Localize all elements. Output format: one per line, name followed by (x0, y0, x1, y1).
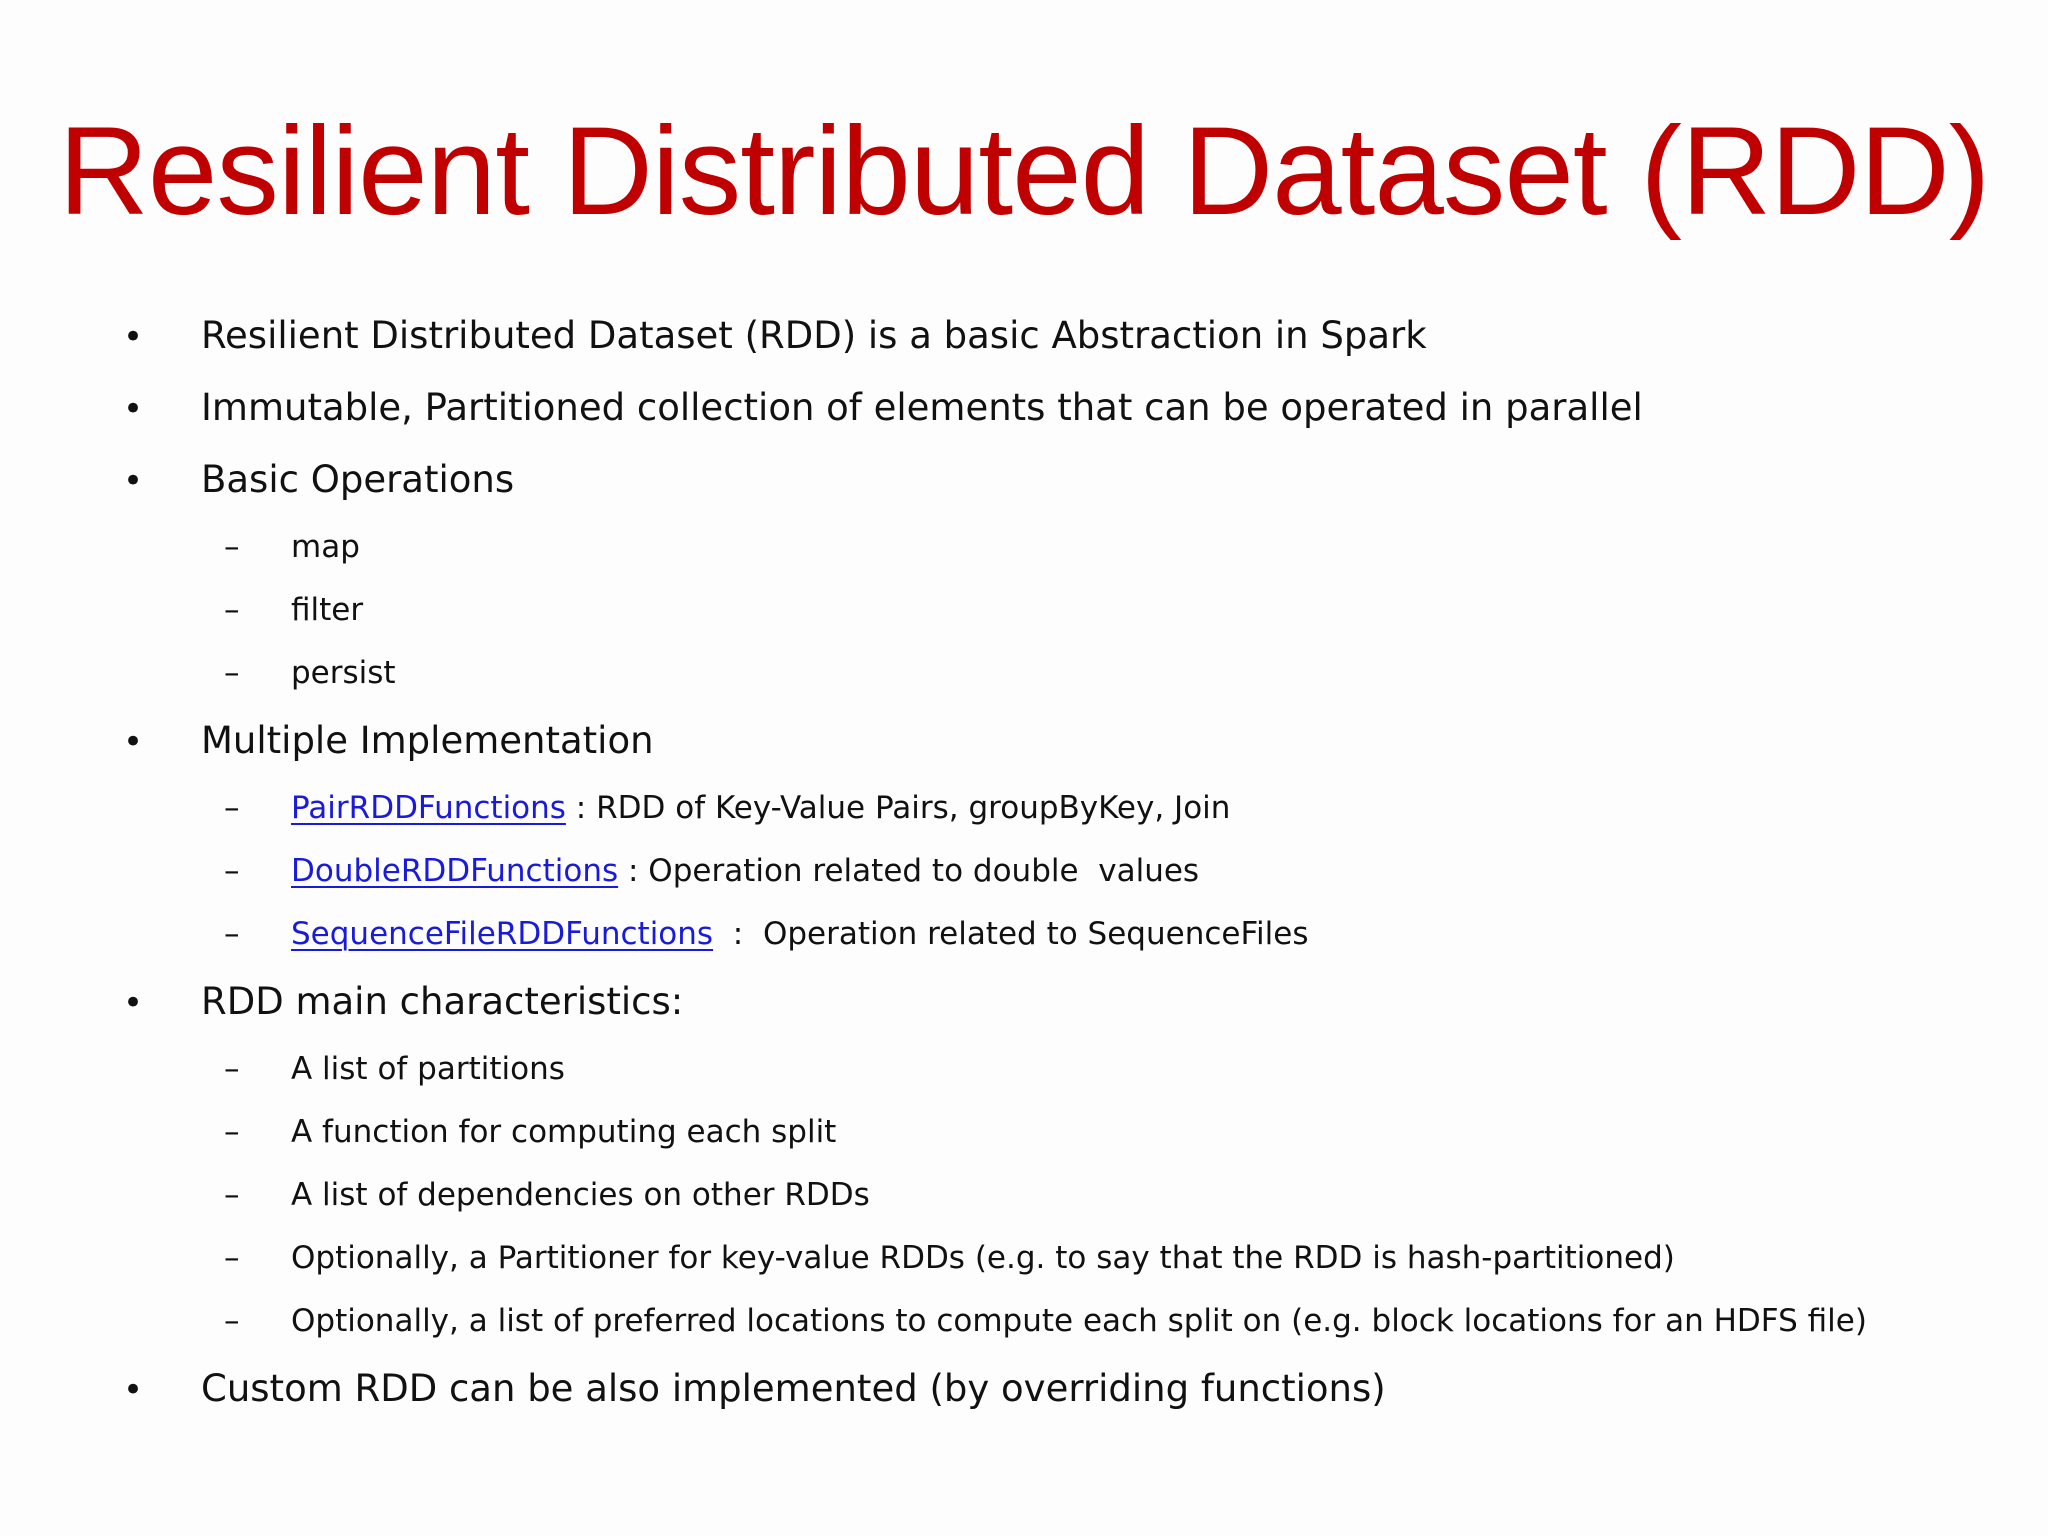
dash-icon: – (224, 529, 240, 565)
sub-item (0, 516, 2048, 579)
bullet-text: Immutable, Partitioned collection of elements that can be operated in parallel (201, 386, 1643, 429)
bullet-icon: • (123, 461, 144, 501)
slide-title: Resilient Distributed Dataset (RDD) (58, 102, 1990, 241)
bullet-icon: • (123, 1370, 144, 1410)
dash-icon: – (224, 592, 240, 628)
sub-item (0, 903, 2048, 966)
bullet-item (0, 300, 2048, 372)
sub-item-text: Optionally, a Partitioner for key-value RDDs (e.g. to say that the RDD is hash-partitioned) (291, 1240, 1675, 1276)
bullet-item (0, 705, 2048, 777)
sub-item (0, 1038, 2048, 1101)
link-description: : Operation related to double values (618, 853, 1200, 889)
double-rdd-functions-link[interactable]: DoubleRDDFunctions (291, 853, 619, 889)
bullet-text: Multiple Implementation (201, 719, 654, 762)
dash-icon: – (224, 790, 240, 826)
sub-item (0, 1101, 2048, 1164)
link-description: : RDD of Key-Value Pairs, groupByKey, Join (565, 790, 1231, 826)
bullet-item (0, 372, 2048, 444)
bullet-item (0, 1353, 2048, 1425)
sub-item (0, 1227, 2048, 1290)
sub-item (0, 1164, 2048, 1227)
bullet-text: Resilient Distributed Dataset (RDD) is a basic Abstraction in Spark (201, 314, 1427, 357)
sub-item (0, 1290, 2048, 1353)
sub-item-text: map (291, 529, 360, 565)
sub-item-text: A list of partitions (291, 1051, 565, 1087)
sub-item-text: persist (291, 655, 396, 691)
sub-item (0, 840, 2048, 903)
bullet-icon: • (123, 722, 144, 762)
dash-icon: – (224, 655, 240, 691)
sub-item-text: A list of dependencies on other RDDs (291, 1177, 870, 1213)
bullet-item (0, 444, 2048, 516)
sequence-file-rdd-functions-link[interactable]: SequenceFileRDDFunctions (291, 916, 714, 952)
slide-body (0, 300, 2048, 1425)
dash-icon: – (224, 1240, 240, 1276)
sub-item-text: filter (291, 592, 364, 628)
dash-icon: – (224, 1177, 240, 1213)
sub-item-text (291, 840, 1199, 903)
sub-item (0, 579, 2048, 642)
pair-rdd-functions-link[interactable]: PairRDDFunctions (291, 790, 566, 826)
sub-item-text (291, 903, 1308, 966)
dash-icon: – (224, 853, 240, 889)
bullet-text: Custom RDD can be also implemented (by overriding functions) (201, 1367, 1386, 1410)
bullet-icon: • (123, 389, 144, 429)
sub-item-text: Optionally, a list of preferred locations to compute each split on (e.g. block locations for an HDFS file) (291, 1303, 1867, 1339)
sub-item (0, 777, 2048, 840)
sub-item-text (291, 777, 1230, 840)
dash-icon: – (224, 1303, 240, 1339)
bullet-text: Basic Operations (201, 458, 515, 501)
dash-icon: – (224, 1114, 240, 1150)
bullet-item (0, 966, 2048, 1038)
bullet-text: RDD main characteristics: (201, 980, 684, 1023)
sub-item (0, 642, 2048, 705)
sub-item-text: A function for computing each split (291, 1114, 837, 1150)
bullet-icon: • (123, 317, 144, 357)
dash-icon: – (224, 1051, 240, 1087)
bullet-icon: • (123, 983, 144, 1023)
link-description: : Operation related to SequenceFiles (713, 916, 1309, 952)
dash-icon: – (224, 916, 240, 952)
